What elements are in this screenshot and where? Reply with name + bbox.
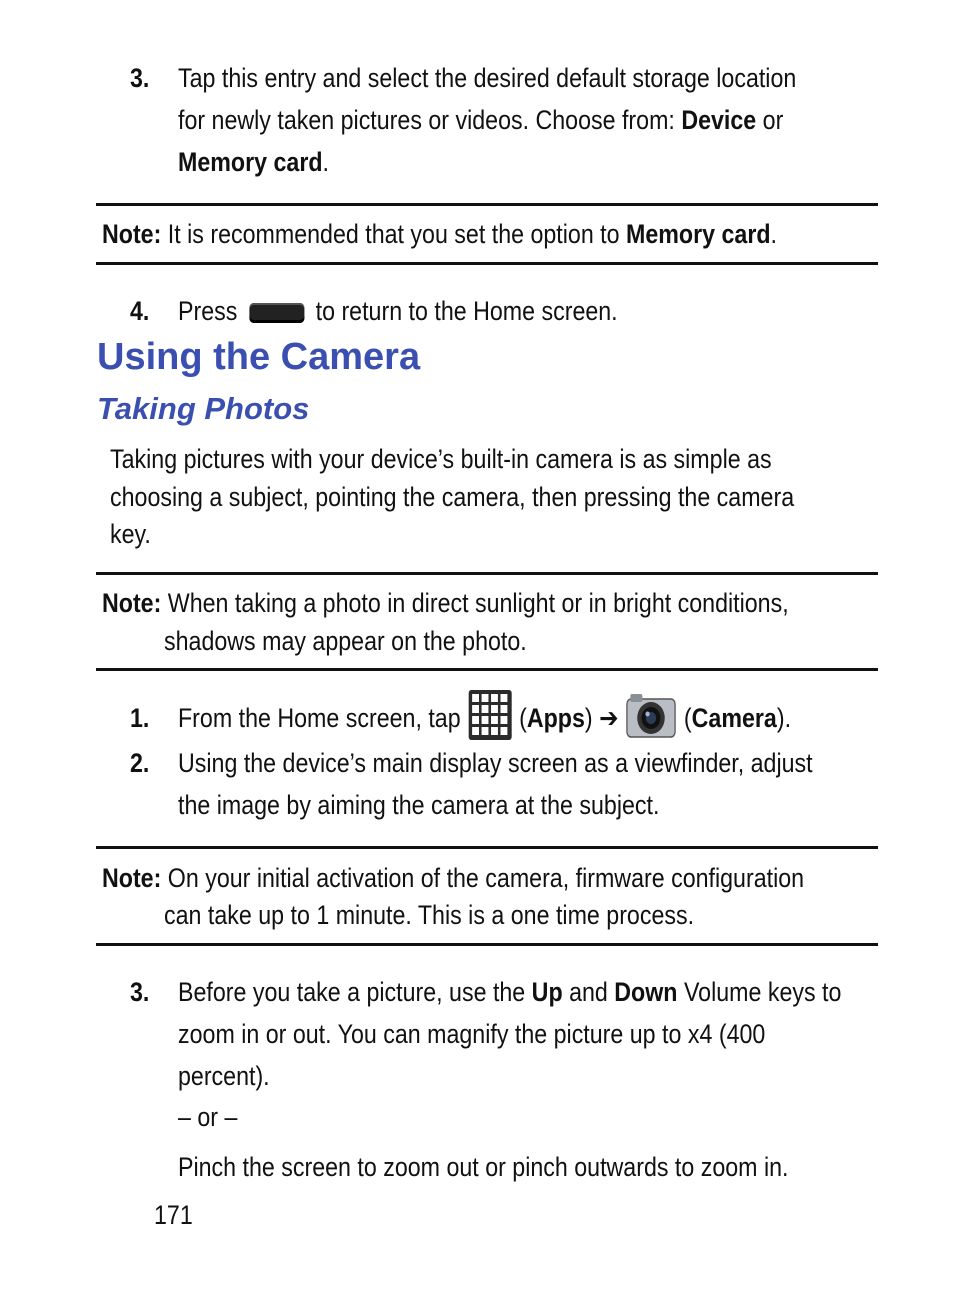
page-title: Using the Camera [97,336,421,378]
step-number: 3. [130,977,150,1007]
step-text: Before you take a picture, use the Up and Down Volume keys to [178,977,842,1007]
divider [96,203,878,206]
divider [96,846,878,849]
divider [96,668,878,671]
step-text: for newly taken pictures or videos. Choose from: Device or [178,105,784,135]
page-number: 171 [154,1200,193,1230]
or-separator: – or – [178,1102,238,1132]
step-text: Pinch the screen to zoom out or pinch outwards to zoom in. [178,1152,789,1182]
step-text: zoom in or out. You can magnify the picture up to x4 (400 [178,1019,766,1049]
note: Note: When taking a photo in direct sunlight or in bright conditions, [102,588,789,618]
step-number: 3. [130,63,150,93]
paragraph-line: Taking pictures with your device’s built-in camera is as simple as [110,444,772,474]
divider [96,262,878,265]
step-text: Memory card. [178,147,330,177]
step-text: the image by aiming the camera at the subject. [178,790,660,820]
note-text: shadows may appear on the photo. [164,626,527,656]
paragraph-line: key. [110,519,151,549]
paragraph-line: choosing a subject, pointing the camera, then pressing the camera [110,482,795,512]
divider [96,943,878,946]
step-text: Tap this entry and select the desired default storage location [178,63,797,93]
note: Note: On your initial activation of the camera, firmware configuration [102,863,805,893]
note-text: can take up to 1 minute. This is a one time process. [164,900,695,930]
camera-icon [625,689,677,748]
divider [96,572,878,575]
step-text: From the Home screen, tap ( Apps ) ➔ ( Camera ). [178,690,891,746]
section-title: Taking Photos [97,391,310,426]
step-text: percent). [178,1061,270,1091]
step-number: 4. [130,296,150,326]
apps-grid-icon [468,689,513,748]
step-number: 1. [130,703,150,733]
home-key-icon [249,303,304,323]
note: Note: It is recommended that you set the option to Memory card. [102,219,778,249]
step-text: Using the device’s main display screen as a viewfinder, adjust [178,748,813,778]
step-number: 2. [130,748,150,778]
step-text: Press to return to the Home screen. [178,296,618,326]
